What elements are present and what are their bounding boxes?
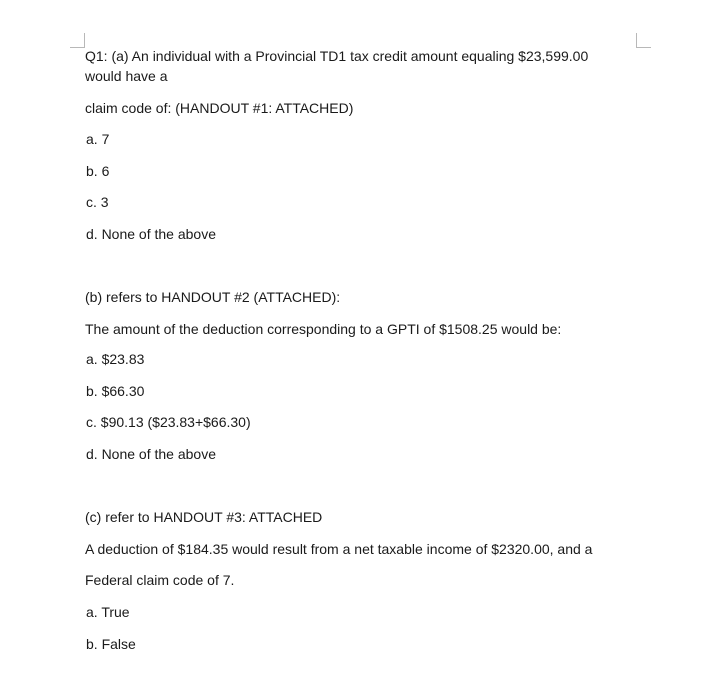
q1-text-line-2: would have a: [85, 68, 168, 84]
q3-option-a: a. True: [86, 604, 130, 620]
q2-question: The amount of the deduction corresponding to a GPTI of $1508.25 would be:: [85, 321, 562, 337]
q2-option-d: d. None of the above: [86, 446, 216, 462]
q3-intro: (c) refer to HANDOUT #3: ATTACHED: [85, 509, 323, 525]
q3-option-b: b. False: [86, 636, 136, 652]
q1-text-line-3: claim code of: (HANDOUT #1: ATTACHED): [85, 100, 354, 116]
q1-option-d: d. None of the above: [86, 226, 216, 242]
page-corner-mark-right: [636, 33, 651, 48]
q3-question-line-1: A deduction of $184.35 would result from a net taxable income of $2320.00, and a: [85, 541, 593, 557]
q3-question-line-2: Federal claim code of 7.: [85, 572, 235, 588]
q1-text-line-1: Q1: (a) An individual with a Provincial TD1 tax credit amount equaling $23,599.00: [85, 48, 589, 64]
page-corner-mark-left: [70, 33, 85, 48]
q2-option-c: c. $90.13 ($23.83+$66.30): [86, 414, 251, 430]
q1-option-c: c. 3: [86, 194, 109, 210]
q1-option-a: a. 7: [86, 131, 110, 147]
q2-option-a: a. $23.83: [86, 351, 145, 367]
q2-intro: (b) refers to HANDOUT #2 (ATTACHED):: [85, 289, 341, 305]
q1-option-b: b. 6: [86, 163, 110, 179]
q2-option-b: b. $66.30: [86, 383, 145, 399]
